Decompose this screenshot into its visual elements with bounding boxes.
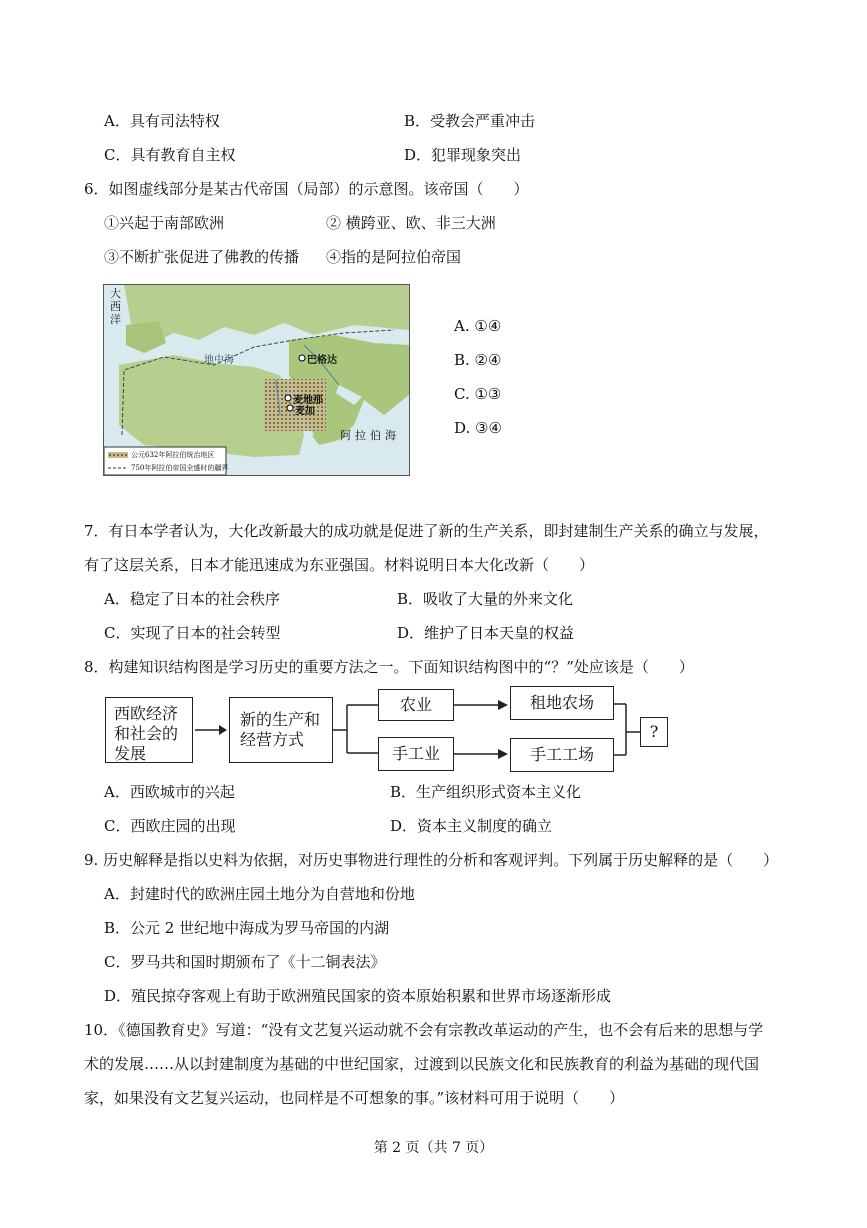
flow-box-handicraft: 手工业 [378, 737, 454, 771]
q9-option-c: C．罗马共和国时期颁布了《十二铜表法》 [104, 953, 386, 971]
sea-label-mediterranean: 地中海 [204, 355, 234, 366]
q7-option-c: C．实现了日本的社会转型 [104, 624, 281, 642]
q6-statement-4: ④指的是阿拉伯帝国 [326, 248, 462, 266]
q5-option-d: D．犯罪现象突出 [404, 146, 522, 164]
q6-option-a: A. ①④ [454, 317, 502, 335]
q10-line1: 10．《德国教育史》写道：“没有文艺复兴运动就不会有宗教改革运动的产生，也不会有后来的思想与学 [84, 1021, 764, 1039]
q8-option-d: D．资本主义制度的确立 [390, 817, 553, 835]
q5-option-b: B．受教会严重冲击 [404, 112, 536, 130]
page-footer: 第 2 页（共 7 页） [373, 1140, 494, 1156]
city-mecca: 麦加 [295, 406, 315, 417]
arab-empire-map [103, 284, 410, 476]
flow-box-west-europe-development: 西欧经济和社会的发展 [105, 697, 193, 763]
q6-option-c: C. ①③ [454, 385, 502, 403]
flow-bracket-left [333, 700, 379, 760]
q8-option-c: C．西欧庄园的出现 [104, 817, 236, 835]
q9-stem: 9. 历史解释是指以史料为依据，对历史事物进行理性的分析和客观评判。下列属于历史解释的是（ ） [84, 851, 779, 869]
sea-label-arabian: 阿拉伯海 [340, 429, 400, 442]
flow-box-agriculture: 农业 [378, 689, 454, 721]
q10-line2: 术的发展……从以封建制度为基础的中世纪国家，过渡到以民族文化和民族教育的利益为基础的现代国 [84, 1055, 760, 1073]
q7-option-b: B．吸收了大量的外来文化 [397, 590, 574, 608]
q5-option-c: C．具有教育自主权 [104, 146, 236, 164]
q5-option-a: A．具有司法特权 [104, 112, 220, 130]
q8-option-a: A．西欧城市的兴起 [104, 783, 235, 801]
city-medina: 麦地那 [293, 395, 323, 406]
city-baghdad: 巴格达 [307, 355, 337, 366]
flow-box-question: ? [640, 717, 668, 747]
q9-option-b: B．公元 2 世纪地中海成为罗马帝国的内湖 [104, 919, 390, 937]
q9-option-a: A．封建时代的欧洲庄园土地分为自营地和份地 [104, 885, 415, 903]
q6-option-d: D. ③④ [454, 419, 502, 437]
q7-option-a: A．稳定了日本的社会秩序 [104, 590, 280, 608]
q7-stem-line2: 有了这层关系，日本才能迅速成为东亚强国。材料说明日本大化改新（ ） [84, 556, 595, 574]
sea-label-atlantic: 大西洋 [110, 287, 121, 326]
flow-arrow-2 [454, 697, 510, 713]
flow-arrow-1 [193, 722, 229, 738]
q8-option-b: B．生产组织形式资本主义化 [390, 783, 582, 801]
q8-stem: 8．构建知识结构图是学习历史的重要方法之一。下面知识结构图中的“？”处应该是（ ） [84, 658, 694, 676]
q7-stem-line1: 7．有日本学者认为，大化改新最大的成功就是促进了新的生产关系，即封建制生产关系的确立与发展， [84, 522, 769, 540]
q6-stem: 6．如图虚线部分是某古代帝国（局部）的示意图。该帝国（ ） [84, 180, 529, 198]
q6-statement-3: ③不断扩张促进了佛教的传播 [104, 248, 300, 266]
legend-632: 公元632年阿拉伯统治地区 [131, 451, 215, 459]
q6-statement-2: ② 横跨亚、欧、非三大洲 [326, 214, 496, 232]
flow-arrow-3 [454, 746, 510, 762]
flow-box-leased-farm: 租地农场 [510, 686, 614, 720]
q10-line3: 家，如果没有文艺复兴运动，也同样是不可想象的事。”该材料可用于说明（ ） [84, 1089, 625, 1107]
legend-750: 750年阿拉伯帝国全盛时的疆界 [131, 464, 229, 472]
q7-option-d: D．维护了日本天皇的权益 [397, 624, 575, 642]
flow-bracket-right [614, 700, 640, 760]
flow-box-new-production: 新的生产和经营方式 [229, 697, 333, 763]
q6-option-b: B. ②④ [454, 351, 502, 369]
q9-option-d: D．殖民掠夺客观上有助于欧洲殖民国家的资本原始积累和世界市场逐渐形成 [104, 987, 612, 1005]
flow-box-workshop: 手工工场 [510, 738, 614, 772]
q6-statement-1: ①兴起于南部欧洲 [104, 214, 225, 232]
